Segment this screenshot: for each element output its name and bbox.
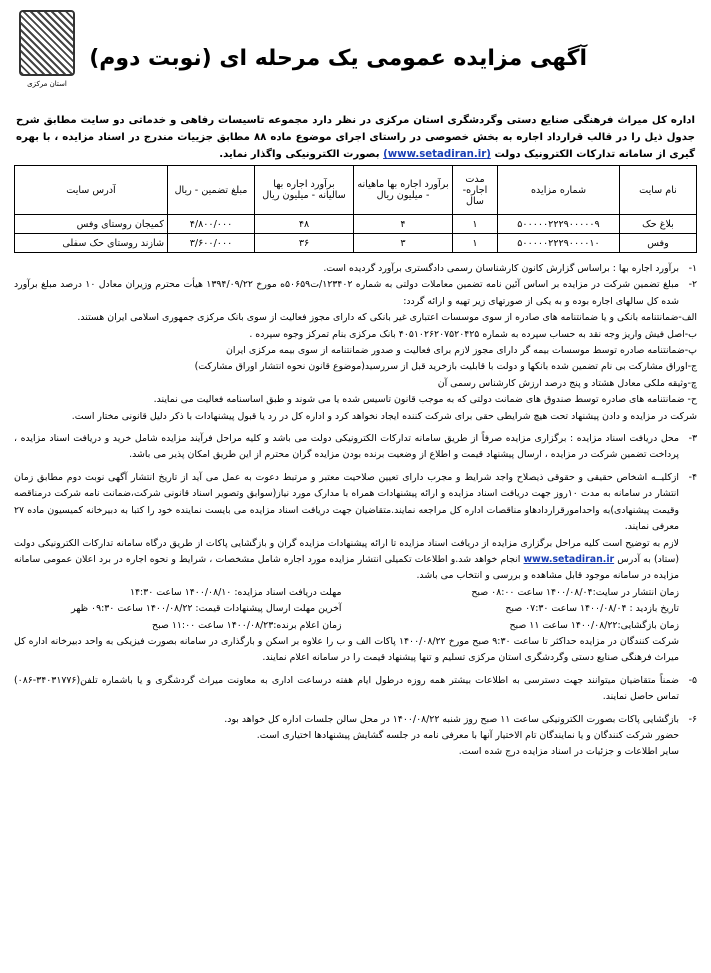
page-title: آگهی مزایده عمومی یک مرحله ای (نوبت دوم) [89, 46, 587, 71]
date-opening: زمان بازگشایی:۱۴۰۰/۰۸/۲۲ ساعت ۱۱ صبح [509, 619, 679, 631]
item-text: برآورد اجاره بها : براساس گزارش کانون کارشناسان رسمی دادگستری برآورد گردیده است. [323, 263, 679, 274]
more-info-note: سایر اطلاعات و جزئیات در اسناد مزایده درج شده است. [458, 746, 679, 758]
item-text: بازگشایی پاکات بصورت الکترونیکی ساعت ۱۱ صبح روز شنبه ۱۴۰۰/۰۸/۲۲ در محل سالن جلسات اداره کل خواهد بود. [224, 713, 679, 725]
item-number: ۲- [688, 279, 697, 291]
header [14, 8, 697, 108]
table-cell: ۵۰۰۰۰۰۲۲۲۹۰۰۰۰۱۰ [498, 234, 620, 253]
guarantee-option-c: پ-ضمانتنامه صادره توسط موسسات بیمه گر دارای مجوز لازم برای فعالیت و صدور ضمانتنامه از سوی بیمه مرکزی ایران [226, 345, 697, 357]
table-header-row [15, 166, 697, 215]
logo-caption: استان مرکزی [27, 80, 67, 88]
guarantee-option-d: ج-اوراق مشارکت بی نام تضمین شده بانکها و دولت با قابلیت بازخرید قبل از سررسید(موضوع قانون نحوه انتشار اوراق مشارکت) [194, 361, 697, 373]
logo-emblem-icon [19, 10, 75, 76]
table-cell: بلاغ حک [620, 215, 697, 234]
table-cell: ۴۸ [255, 215, 354, 234]
guarantee-option-e: چ-وثیقه ملکی معادل هشتاد و پنج درصد ارزش کارشناس رسمی آن [437, 377, 697, 389]
conditions-body [14, 261, 697, 761]
portal-note-tail: انجام خواهد شد.و اطلاعات تکمیلی انتشار مزایده مورد اجاره شامل مشخصات ، شرایط و نحوه اجاره در برد اعلان عمومی سامانه مزایده در سامانه موجود قابل مشاهده و بررسی و انتخاب می باشد. [14, 553, 679, 582]
date-winner: زمان اعلام برنده:۱۴۰۰/۰۸/۲۳ ساعت ۱۱:۰۰ صبح [152, 619, 342, 631]
item-number: ۴- [688, 471, 697, 483]
item-3 [14, 431, 697, 464]
date-publish: زمان انتشار در سایت:۱۴۰۰/۰۸/۰۴ ساعت ۰۸:۰۰ صبح [471, 586, 679, 598]
intro-paragraph [16, 112, 695, 163]
rights-note: شرکت در مزایده و دادن پیشنهاد تحت هیچ شرایطی حقی برای شرکت کننده ایجاد نخواهد کرد و اداره کل در رد یا قبول پیشنهادات با ذکر دلیل قانونی مختار است. [71, 410, 697, 422]
guarantee-option-a: الف-ضمانتنامه بانکی و یا ضمانتنامه های صادره از سوی موسسات اعتباری غیر بانکی که دارای مجوز فعالیت از سوی بانک مرکزی جمهوری اسلامی ایران هستند. [77, 312, 697, 324]
table-row [15, 215, 697, 234]
setadiran-link[interactable]: (www.setadiran.ir) [383, 149, 491, 160]
table-cell: وفس [620, 234, 697, 253]
guarantee-option-f: ح- ضمانتنامه های صادره توسط صندوق های ضمانت دولتی که به موجب قانون تاسیس شده یا می شوند و طبق اساسنامه فعالیت می نمایند. [153, 394, 697, 406]
table-cell: ۱ [453, 234, 498, 253]
table-row [15, 234, 697, 253]
item-2 [14, 277, 697, 310]
table-cell: ۳۶ [255, 234, 354, 253]
table-header-cell: مبلغ تضمین - ریال [168, 166, 255, 215]
item-5 [14, 673, 697, 706]
organization-logo [18, 10, 76, 98]
table-header-cell: برآورد اجاره بها ماهیانه - میلیون ریال [354, 166, 453, 215]
document-page [14, 8, 697, 965]
table-cell: ۳ [354, 234, 453, 253]
date-visit: تاریخ بازدید : ۱۴۰۰/۰۸/۰۴ ساعت ۰۷:۳۰ صبح [505, 603, 679, 615]
item-number: ۵- [688, 674, 697, 686]
setadiran-link-2[interactable]: www.setadiran.ir [523, 553, 615, 565]
table-cell: ۵۰۰۰۰۰۲۲۲۹۰۰۰۰۰۹ [498, 215, 620, 234]
table-header-cell: برآورد اجاره بها سالیانه - میلیون ریال [255, 166, 354, 215]
intro-text: اداره کل میراث فرهنگی صنایع دستی وگردشگری استان مرکزی در نظر دارد مجموعه تاسیسات رفاهی و خدماتی دو سایت مطابق شرح جدول ذیل را در قالب قرارداد اجاره به بخش خصوصی در راستای اجرای موضوع ماده ۸۸ مطابق جزییات مندرج در اسناد مزایده ، با بهره گیری از سامانه تدارکات الکترونیک دولت [16, 115, 695, 160]
item-6 [14, 712, 697, 728]
item-text: ازکلیــه اشخاص حقیقی و حقوقی ذیصلاح واجد شرایط و مجرب دارای تعیین صلاحیت معتبر و مرتبط دعوت به عمل می آید از تاریخ انتشار آگهی نوبت دوم مطابق زمان انتشار در سامانه به مدت ۱۰روز جهت دریافت اسناد مزایده و ارائه پیشنهادات همراه با مدارک مورد نیاز(سوابق وتصویر اسناد قانونی شرکت،ضمانت نامه شرکت درمناقصه وقیمت پیشنهادی)به واحدامورقراردادهاو مناقصات اداره کل مراجعه نمایند.متقاضیان جهت دریافت اسناد مزایده می بایست نماینده خود را کتبا به دبیرخانه کمیسیون ماده ۲۷ معرفی نمایند. [14, 471, 679, 533]
item-text: محل دریافت اسناد مزایده : برگزاری مزایده صرفاً از طریق سامانه تدارکات الکترونیکی دولت می باشد و کلیه مراحل فرآیند مزایده شامل خرید و دریافت اسناد مزایده ، پرداخت تضمین شرکت در مزایده ، ارسال پیشنهاد قیمت و اطلاع از وضعیت برنده بودن مزایده گران محترم از این طریق امکان پذیر می باشد. [14, 433, 679, 461]
table-header-cell: نام سایت [620, 166, 697, 215]
intro-tail: بصورت الکترونیکی واگذار نماید. [219, 149, 380, 160]
table-cell: کمیجان روستای وفس [15, 215, 168, 234]
submission-note: شرکت کنندگان در مزایده حداکثر تا ساعت ۹:۳۰ صبح مورخ ۱۴۰۰/۰۸/۲۲ پاکات الف و ب را علاوه بر اسکن و بارگذاری در سامانه بصورت فیزیکی به واحد دبیرخانه اداره کل میراث فرهنگی صنایع دستی وگردشگری استان مرکزی تسلیم و تنها پیشنهاد قیمت را در سامانه اعلام نمایند. [14, 635, 679, 664]
table-cell: ۱ [453, 215, 498, 234]
table-cell: ۳/۶۰۰/۰۰۰ [168, 234, 255, 253]
item-number: ۳- [688, 433, 697, 445]
portal-note-text: لازم به توضیح است کلیه مراحل برگزاری مزایده از دریافت اسناد مزایده تا ارائه پیشنهادات مزایده گران و بازگشایی پاکات از طریق درگاه سامانه تدارکات الکترونیکی دولت (ستاد) به آدرس [14, 537, 679, 565]
table-cell: ۴ [354, 215, 453, 234]
guarantee-option-b: ب-اصل فیش واریز وجه نقد به حساب سپرده به شماره ۴۰۵۱۰۲۶۲۰۷۵۲۰۴۲۵ بانک مرکزی بنام تمرکز وجوه سپرده . [249, 328, 697, 340]
schedule-dates [14, 585, 697, 634]
date-bid-deadline: آخرین مهلت ارسال پیشنهادات قیمت: ۱۴۰۰/۰۸/۲۲ ساعت ۰۹:۳۰ ظهر [71, 603, 342, 615]
auction-table [14, 165, 697, 253]
item-1 [14, 261, 697, 277]
item-4 [14, 470, 697, 536]
item-number: ۱- [688, 263, 697, 274]
table-header-cell: شماره مزایده [498, 166, 620, 215]
item-text: مبلغ تضمین شرکت در مزایده بر اساس آئین نامه تضمین معاملات دولتی به شماره ۱۲۳۴۰۲/ت۵۰۶۵۹ه مورخ ۱۳۹۴/۰۹/۲۲ هیأت محترم وزیران معادل ۱۰ درصد مبلغ برآورد شده کل سالهای اجاره بوده و به یکی از صورتهای زیر تهیه و ارائه گردد: [14, 279, 679, 307]
table-header-cell: آدرس سایت [15, 166, 168, 215]
table-cell: ۴/۸۰۰/۰۰۰ [168, 215, 255, 234]
portal-note [14, 536, 697, 585]
attendance-note: حضور شرکت کنندگان و یا نمایندگان تام الاختیار آنها با معرفی نامه در جلسه گشایش پیشنهادها اختیاری است. [256, 729, 679, 741]
item-text: ضمناً متقاضیان میتوانند جهت دسترسی به اطلاعات بیشتر همه روزه درطول ایام هفته درساعت اداری به معاونت میراث گردشگری و یا باشماره تلفن(۳۴۰۳۱۷۷۶-۰۸۶) تماس حاصل نمایند. [14, 674, 679, 703]
date-doc-deadline: مهلت دریافت اسناد مزایده: ۱۴۰۰/۰۸/۱۰ ساعت ۱۴:۳۰ [129, 586, 342, 598]
table-cell: شازند روستای حک سفلی [15, 234, 168, 253]
item-number: ۶- [688, 713, 697, 725]
table-header-cell: مدت اجاره- سال [453, 166, 498, 215]
